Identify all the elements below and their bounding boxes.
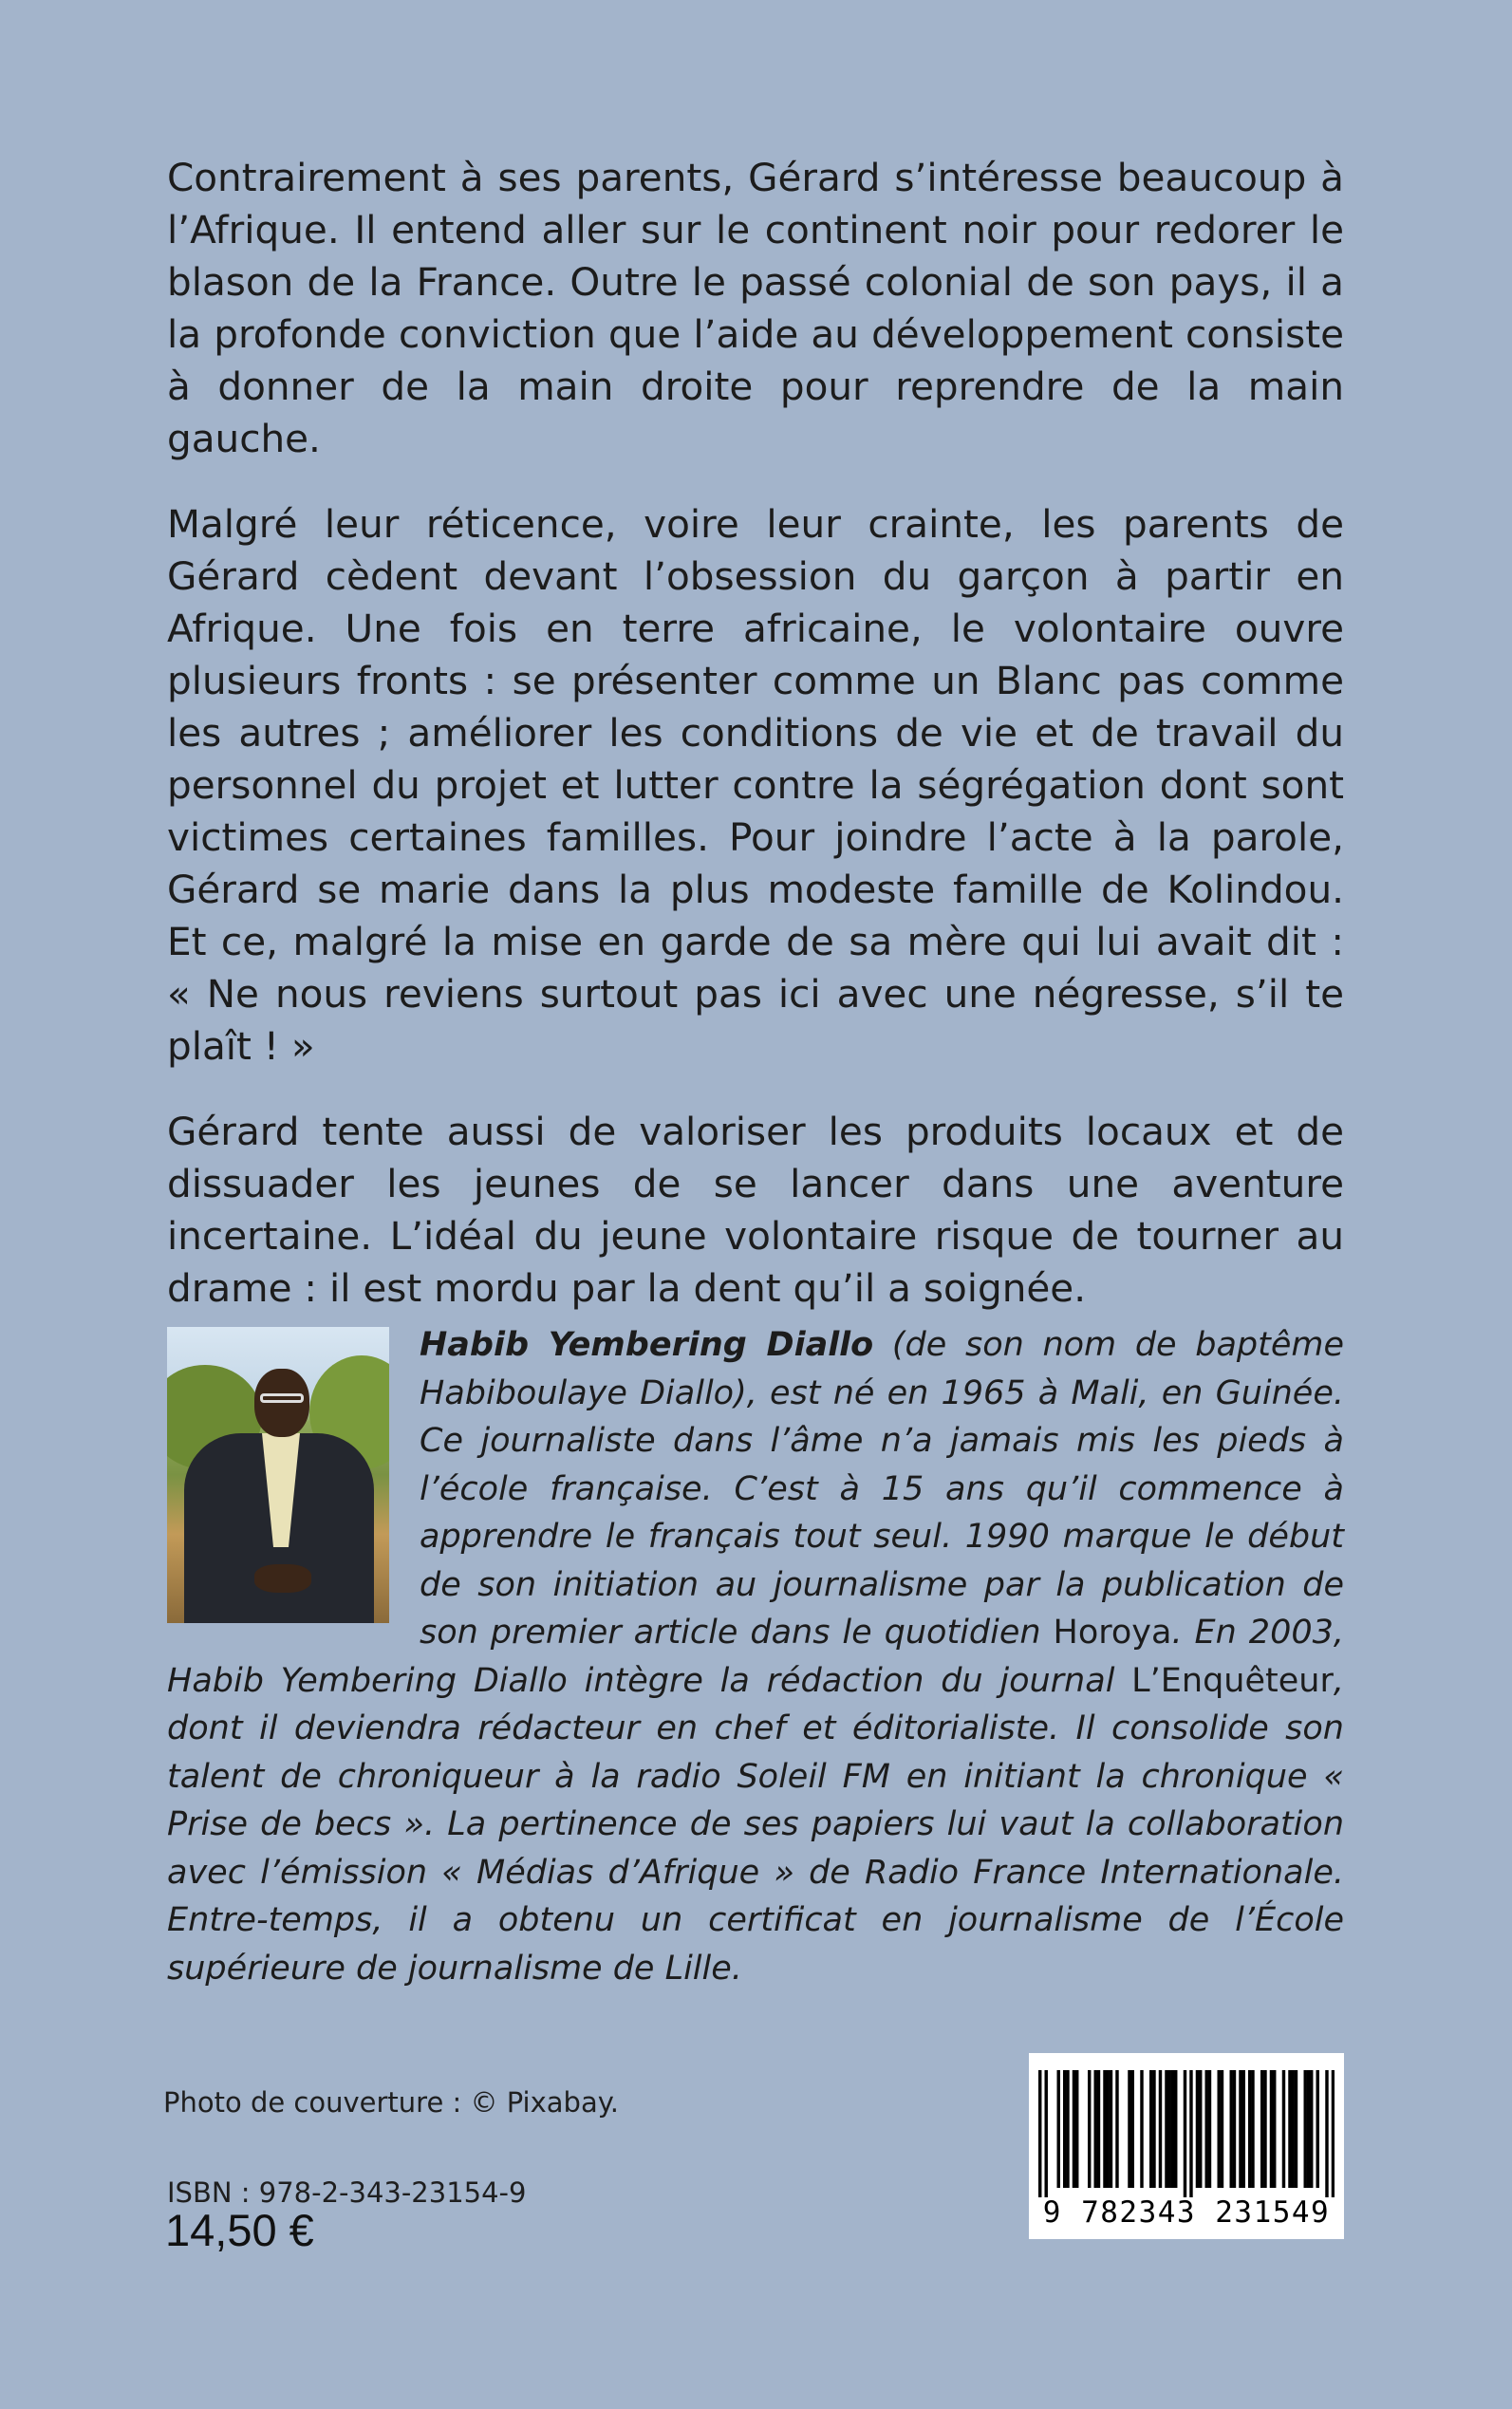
barcode-bar — [1251, 2070, 1254, 2188]
barcode-bars — [1038, 2070, 1335, 2197]
barcode-bar — [1332, 2070, 1335, 2197]
barcode-bar — [1199, 2070, 1202, 2188]
barcode-bar — [1057, 2070, 1060, 2188]
barcode-bar — [1149, 2070, 1152, 2188]
barcode-bar — [1159, 2070, 1162, 2188]
barcode-bar — [1242, 2070, 1245, 2188]
barcode-bar — [1184, 2070, 1186, 2197]
barcode-bar — [1304, 2070, 1307, 2188]
bio-text: (de son nom de baptême Habiboulaye Diallo), est né en 1965 à Mali, en Guinée. Ce journaliste dans l’âme n’a jamais mis les pieds à l’école française. C’est à 15 ans qu’il commence à apprendre le français tout seul. 1990 marque le début de son initiation au journalisme par la publication de son premier article dans le quotidien — [420, 1326, 1344, 1652]
barcode-bar — [1295, 2070, 1297, 2188]
barcode-bar — [1325, 2070, 1328, 2197]
barcode-bar — [1097, 2070, 1100, 2188]
blurb-paragraph: Contrairement à ses parents, Gérard s’intéresse beaucoup à l’Afrique. Il entend aller sur le continent noir pour redorer le blason de la France. Outre le passé colonial de son pays, il a la profonde conviction que l’aide au développement consiste à donner de la main droite pour reprendre de la main gauche. — [167, 155, 1344, 461]
barcode-bar — [1248, 2070, 1251, 2188]
barcode-bar — [1115, 2070, 1118, 2188]
barcode-bar — [1128, 2070, 1130, 2188]
barcode-bar — [1316, 2070, 1319, 2188]
barcode-bar — [1260, 2070, 1263, 2188]
barcode-bar — [1066, 2070, 1069, 2188]
barcode-bar — [1152, 2070, 1155, 2188]
back-cover-blurb — [167, 152, 1344, 1348]
blurb-paragraph: Malgré leur réticence, voire leur crainte, les parents de Gérard cèdent devant l’obsession du garçon à partir en Afrique. Une fois en terre africaine, le volontaire ouvre plusieurs fronts : se présenter comme un Blanc pas comme les autres ; améliorer les conditions de vie et de travail du personnel du projet et lutter contre la ségrégation dont sont victimes certaines familles. Pour joindre l’acte à la parole, Gérard se marie dans la plus modeste famille de Kolindou. Et ce, malgré la mise en garde de sa mère qui lui avait dit : « Ne nous reviens surtout pas ici avec une négresse, s’il te plaît ! » — [167, 501, 1344, 1069]
bio-text: , dont il deviendra rédacteur en chef et éditorialiste. Il consolide son talent de chroniqueur à la radio Soleil FM en initiant la chronique « Prise de becs ». La pertinence de ses papiers lui vaut la collaboration avec l’émission « Médias d’Afrique » de Radio France Internationale. Entre-temps, il a obtenu un certificat en journalisme de l’École supérieure de journalisme de Lille. — [167, 1661, 1344, 1988]
barcode-bar — [1168, 2070, 1171, 2188]
author-bio — [167, 1321, 1344, 1992]
barcode-bar — [1233, 2070, 1236, 2188]
barcode — [1029, 2053, 1344, 2239]
barcode-bar — [1273, 2070, 1276, 2188]
author-name: Habib Yembering Diallo — [420, 1326, 874, 1364]
barcode-bar — [1103, 2070, 1106, 2188]
barcode-bar — [1094, 2070, 1097, 2188]
barcode-bar — [1174, 2070, 1177, 2188]
barcode-bar — [1045, 2070, 1048, 2197]
barcode-bar — [1270, 2070, 1273, 2188]
barcode-bar — [1263, 2070, 1266, 2188]
barcode-bar — [1288, 2070, 1291, 2188]
barcode-bar — [1075, 2070, 1078, 2188]
barcode-bar — [1073, 2070, 1075, 2188]
barcode-bar — [1131, 2070, 1134, 2188]
barcode-bar — [1038, 2070, 1041, 2197]
barcode-digits: 9 782343 231549 — [1042, 2195, 1331, 2230]
price: 14,50 € — [165, 2205, 314, 2255]
barcode-bar — [1218, 2070, 1221, 2188]
blurb-paragraph: Gérard tente aussi de valoriser les produits locaux et de dissuader les jeunes de se lancer dans une aventure incertaine. L’idéal du jeune volontaire risque de tourner au drame : il est mordu par la dent qu’il a soignée. — [167, 1109, 1344, 1311]
barcode-bar — [1165, 2070, 1167, 2188]
barcode-bar — [1171, 2070, 1174, 2188]
barcode-bar — [1239, 2070, 1241, 2188]
barcode-bar — [1205, 2070, 1208, 2188]
barcode-bar — [1282, 2070, 1285, 2188]
barcode-bar — [1107, 2070, 1110, 2188]
barcode-bar — [1208, 2070, 1211, 2188]
photo-credit: Photo de couverture : © Pixabay. — [163, 2086, 619, 2119]
barcode-bar — [1196, 2070, 1199, 2188]
barcode-bar — [1292, 2070, 1295, 2188]
barcode-bar — [1140, 2070, 1143, 2188]
author-photo — [167, 1327, 389, 1623]
newspaper-name: Horoya — [1053, 1614, 1172, 1652]
isbn: ISBN : 978-2-343-23154-9 — [167, 2176, 527, 2209]
barcode-bar — [1110, 2070, 1112, 2188]
barcode-bar — [1307, 2070, 1310, 2188]
barcode-bar — [1310, 2070, 1313, 2188]
newspaper-name: L’Enquêteur — [1131, 1661, 1334, 1700]
barcode-bar — [1221, 2070, 1223, 2188]
barcode-bar — [1189, 2070, 1192, 2197]
barcode-bar — [1230, 2070, 1233, 2188]
barcode-bar — [1063, 2070, 1066, 2188]
bio-text: . En 2003, Habib Yembering Diallo intègre la rédaction du journal — [167, 1614, 1344, 1700]
barcode-bar — [1088, 2070, 1091, 2188]
